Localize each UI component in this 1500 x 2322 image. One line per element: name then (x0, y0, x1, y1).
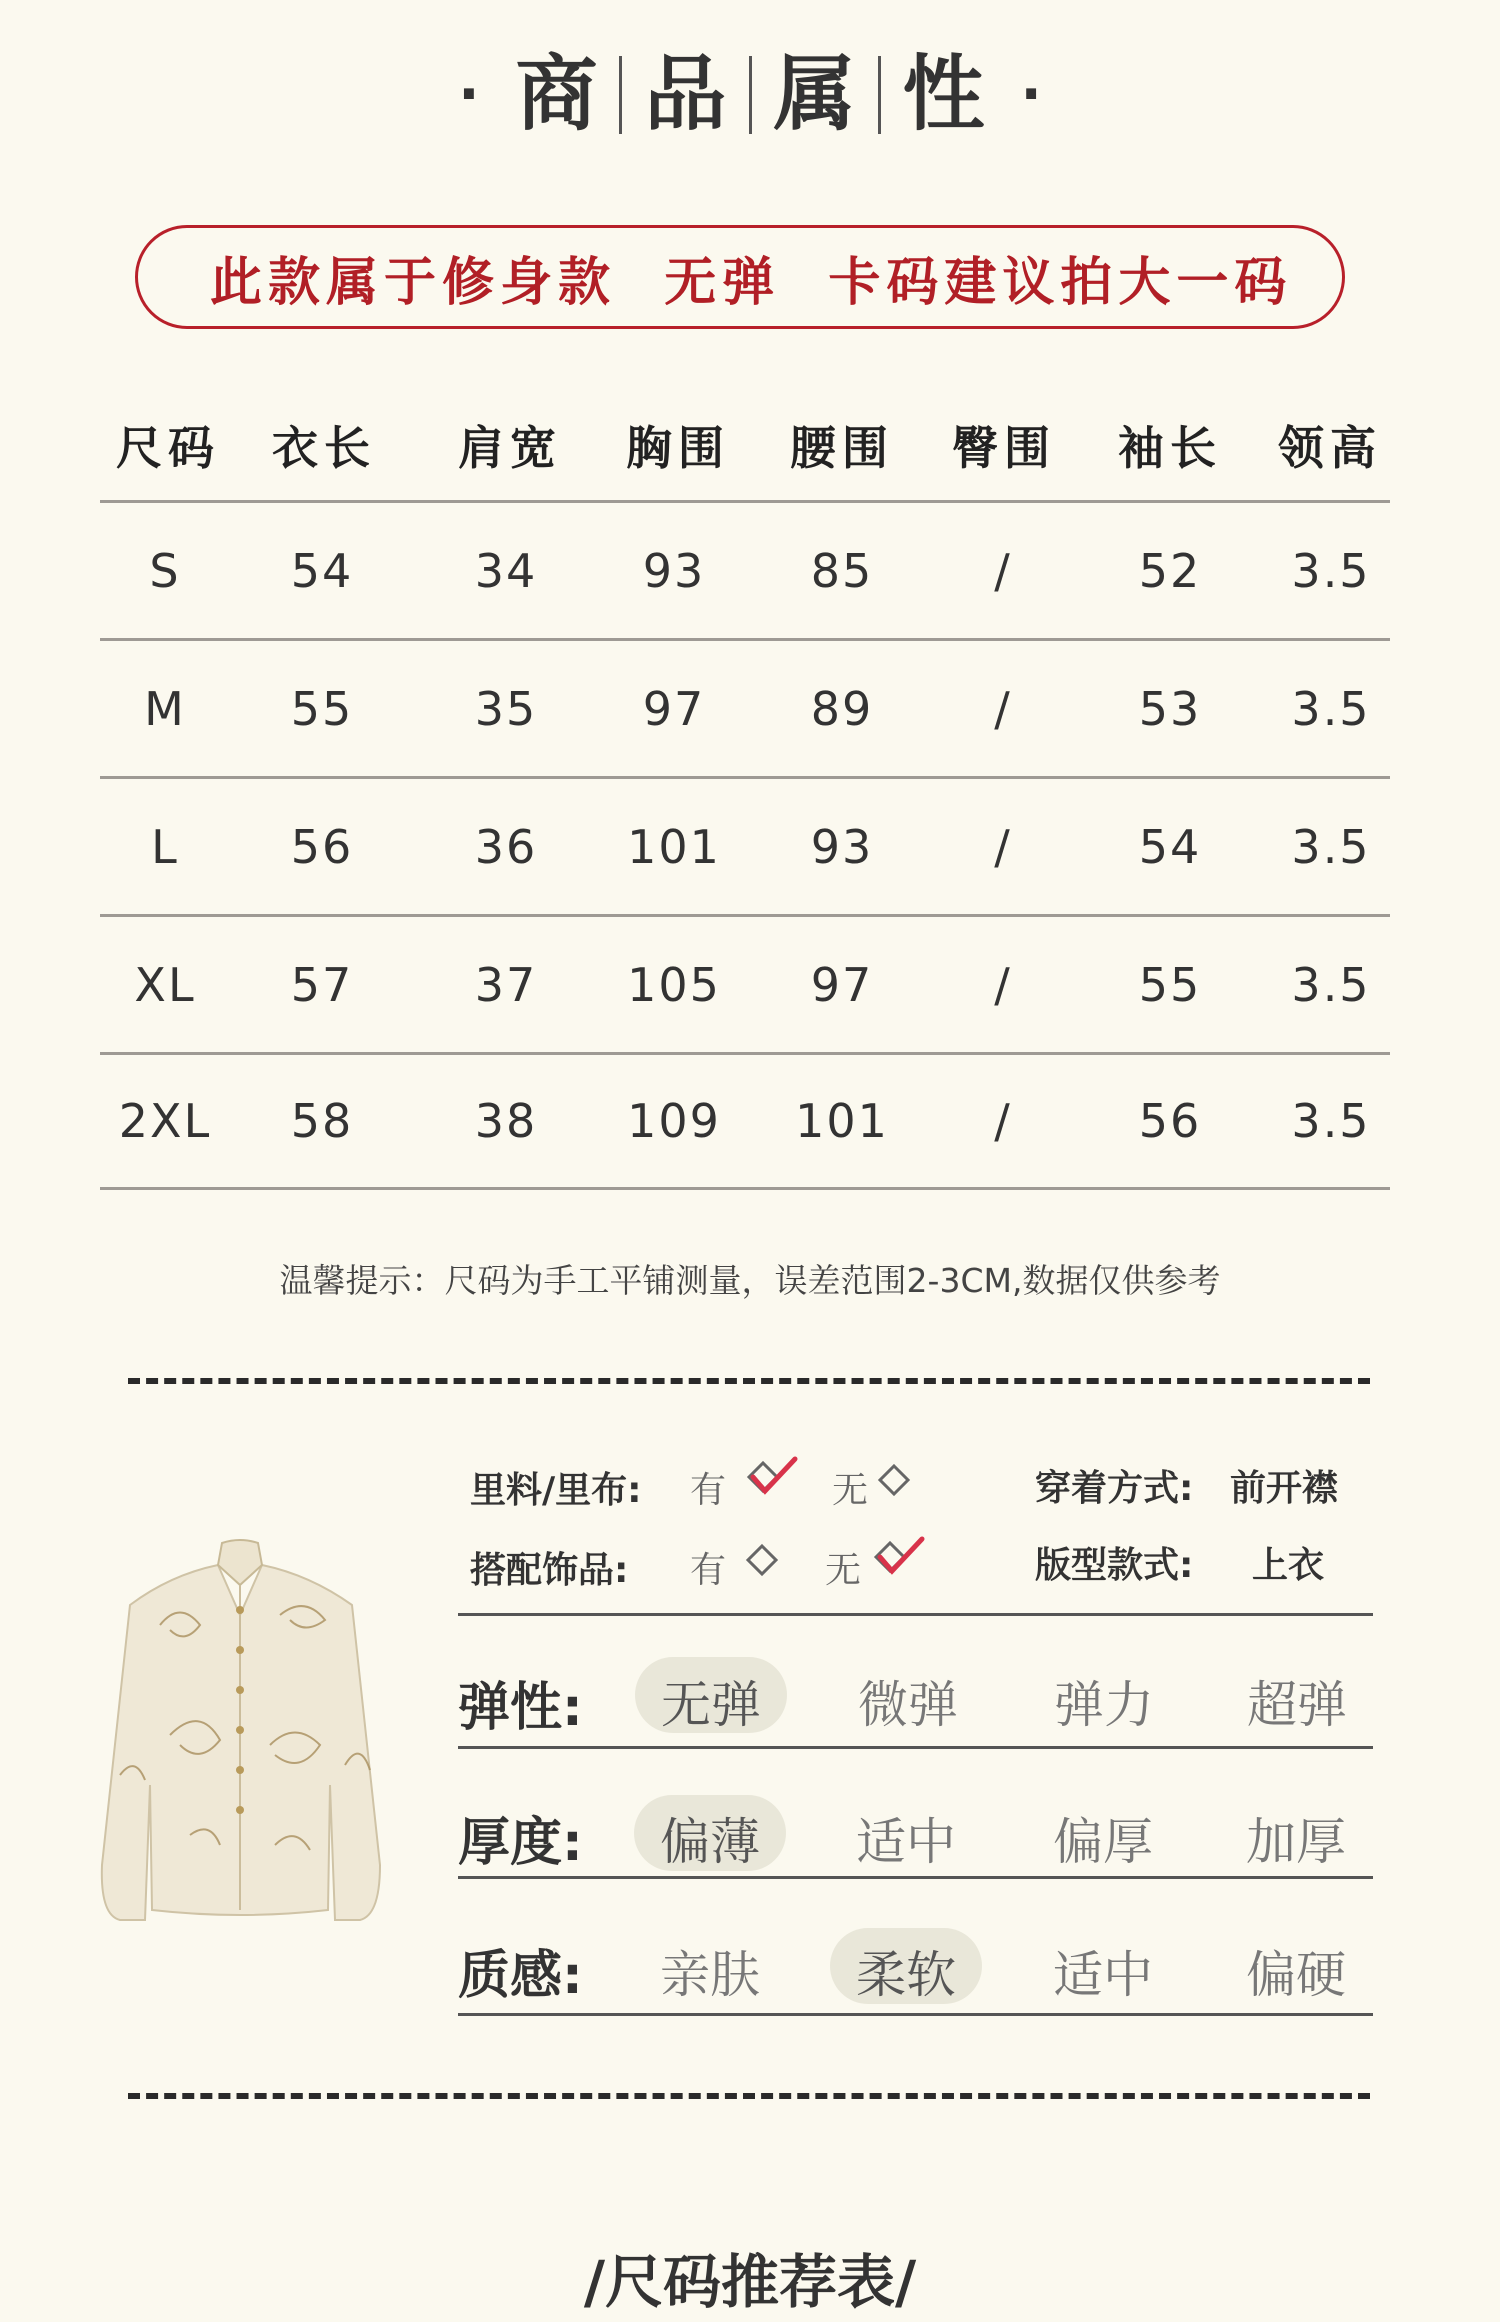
table-cell: / (994, 1094, 1012, 1148)
title-dot-left: · (458, 62, 480, 127)
table-cell: 109 (627, 1094, 721, 1148)
table-cell: 85 (810, 543, 874, 598)
size-cell: S (149, 543, 181, 598)
header-cell: 臀围 (952, 421, 1056, 475)
header-cell: 领高 (1278, 421, 1382, 475)
size-cell: M (144, 681, 186, 736)
title-divider (878, 56, 881, 134)
table-cell: / (994, 957, 1012, 1012)
texture-option: 亲肤 (660, 1946, 760, 2004)
title-divider (619, 56, 622, 134)
table-cell: / (994, 543, 1012, 598)
table-cell: 3.5 (1291, 819, 1371, 874)
divider-line (458, 1876, 1373, 1879)
texture-option: 偏硬 (1246, 1946, 1346, 2004)
table-cell: 54 (1138, 819, 1202, 874)
checked-box-icon (745, 1455, 801, 1501)
table-row (100, 1052, 1390, 1190)
size-table-header (100, 390, 1390, 500)
size-cell: XL (134, 957, 196, 1012)
table-cell: 58 (290, 1094, 354, 1148)
texture-option: 柔软 (856, 1946, 956, 2004)
dashed-divider (128, 1378, 1370, 1384)
title-char: 性 (902, 47, 985, 142)
checked-box-icon (872, 1535, 928, 1581)
table-cell: 105 (627, 957, 721, 1012)
table-cell: 93 (810, 819, 874, 874)
elasticity-option: 超弹 (1247, 1676, 1347, 1734)
fit-style-label: 版型款式: (1035, 1545, 1194, 1586)
size-cell: 2XL (118, 1094, 212, 1148)
table-row (100, 914, 1390, 1052)
fit-notice-banner (135, 225, 1345, 329)
thickness-option: 偏薄 (660, 1813, 760, 1871)
table-cell: 97 (810, 957, 874, 1012)
thickness-label: 厚度: (458, 1813, 583, 1873)
table-cell: 55 (1138, 957, 1202, 1012)
table-cell: 54 (290, 543, 354, 598)
thickness-option: 适中 (856, 1813, 956, 1871)
table-cell: / (994, 681, 1012, 736)
table-cell: 101 (795, 1094, 889, 1148)
table-cell: 56 (290, 819, 354, 874)
table-cell: 93 (642, 543, 706, 598)
texture-option: 适中 (1053, 1946, 1153, 2004)
elasticity-option: 微弹 (858, 1676, 958, 1734)
measurement-tip: 温馨提示：尺码为手工平铺测量，误差范围2-3CM,数据仅供参考 (279, 1261, 1221, 1300)
table-cell: 38 (474, 1094, 538, 1148)
wear-style-value: 前开襟 (1230, 1468, 1339, 1509)
accessories-option-no: 无 (825, 1550, 862, 1591)
title-char: 商 (515, 47, 598, 142)
table-cell: 37 (474, 957, 538, 1012)
fit-style-value: 上衣 (1252, 1545, 1325, 1586)
title-dot-right: · (1020, 62, 1042, 127)
product-jacket-image (90, 1535, 400, 1925)
header-cell: 腰围 (790, 421, 894, 475)
title-char: 属 (773, 47, 856, 142)
table-cell: 101 (627, 819, 721, 874)
header-cell: 胸围 (626, 421, 730, 475)
divider-line (458, 2013, 1373, 2016)
table-cell: 3.5 (1291, 681, 1371, 736)
table-cell: 36 (474, 819, 538, 874)
table-cell: 55 (290, 681, 354, 736)
elasticity-option: 无弹 (661, 1676, 761, 1734)
accessories-label: 搭配饰品: (470, 1550, 629, 1591)
table-cell: 89 (810, 681, 874, 736)
table-cell: 35 (474, 681, 538, 736)
table-cell: 56 (1138, 1094, 1202, 1148)
size-recommendation-title: /尺码推荐表/ (583, 2248, 917, 2316)
elasticity-option: 弹力 (1054, 1676, 1154, 1734)
table-row (100, 638, 1390, 776)
page-title (0, 40, 1500, 150)
table-cell: 53 (1138, 681, 1202, 736)
unchecked-box-icon (745, 1543, 779, 1577)
fit-notice-text: 此款属于修身款 无弹 卡码建议拍大一码 (210, 252, 1293, 313)
header-cell: 肩宽 (458, 421, 562, 475)
dashed-divider (128, 2093, 1370, 2099)
thickness-option: 偏厚 (1053, 1813, 1153, 1871)
elasticity-label: 弹性: (458, 1678, 583, 1738)
lining-option-yes: 有 (690, 1470, 727, 1511)
size-cell: L (151, 819, 179, 874)
size-table (100, 390, 1390, 1190)
table-row (100, 776, 1390, 914)
divider-line (458, 1613, 1373, 1616)
table-row (100, 500, 1390, 638)
table-cell: 34 (474, 543, 538, 598)
unchecked-box-icon (877, 1463, 911, 1497)
thickness-option: 加厚 (1246, 1813, 1346, 1871)
table-cell: 3.5 (1291, 543, 1371, 598)
divider-line (458, 1746, 1373, 1749)
header-cell: 袖长 (1118, 421, 1222, 475)
accessories-option-yes: 有 (690, 1550, 727, 1591)
lining-label: 里料/里布: (470, 1470, 642, 1511)
table-cell: 3.5 (1291, 957, 1371, 1012)
title-char: 品 (644, 47, 727, 142)
header-cell: 尺码 (116, 421, 220, 475)
table-cell: 57 (290, 957, 354, 1012)
table-cell: 3.5 (1291, 1094, 1371, 1148)
table-cell: 97 (642, 681, 706, 736)
wear-style-label: 穿着方式: (1035, 1468, 1194, 1509)
lining-option-no: 无 (832, 1470, 869, 1511)
title-divider (749, 56, 752, 134)
header-cell: 衣长 (272, 421, 376, 475)
texture-label: 质感: (458, 1946, 583, 2006)
table-cell: 52 (1138, 543, 1202, 598)
table-cell: / (994, 819, 1012, 874)
